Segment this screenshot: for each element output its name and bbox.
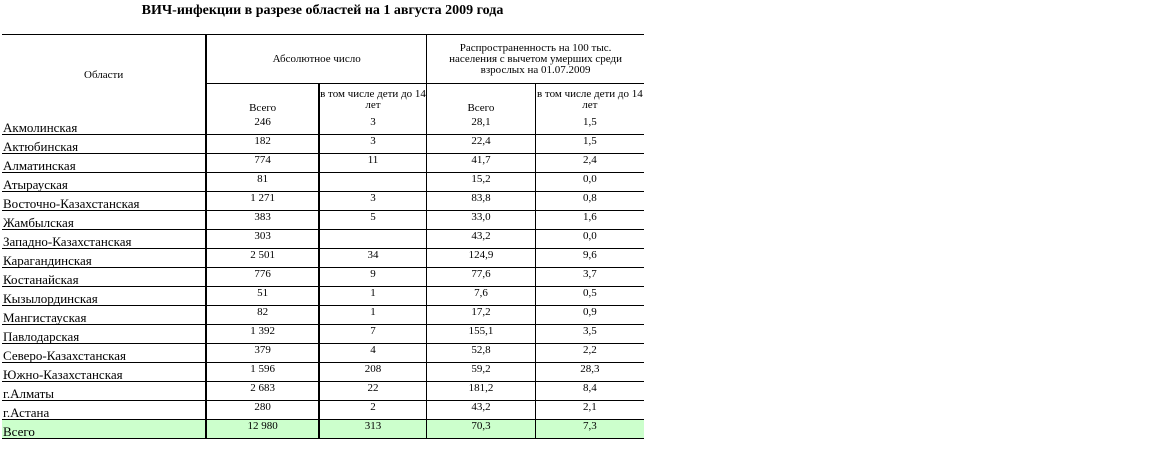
table-row	[2, 135, 644, 154]
region-cell: Южно-Казахстанская	[2, 363, 206, 382]
abs-total-cell: 280	[206, 401, 319, 420]
region-cell: г.Астана	[2, 401, 206, 420]
abs-total-cell: 12 980	[206, 420, 319, 439]
table-row	[2, 325, 644, 344]
prev-children-cell: 2,4	[535, 154, 644, 173]
region-cell: Северо-Казахстанская	[2, 344, 206, 363]
abs-total-cell: 379	[206, 344, 319, 363]
region-cell: Восточно-Казахстанская	[2, 192, 206, 211]
abs-total-cell: 1 392	[206, 325, 319, 344]
prev-total-cell: 77,6	[427, 268, 536, 287]
table-row	[2, 211, 644, 230]
prev-total-cell: 59,2	[427, 363, 536, 382]
abs-children-cell: 3	[319, 135, 427, 154]
table-row	[2, 382, 644, 401]
prev-total-cell: 17,2	[427, 306, 536, 325]
prev-total-cell: 124,9	[427, 249, 536, 268]
region-cell: Западно-Казахстанская	[2, 230, 206, 249]
abs-total-cell: 1 596	[206, 363, 319, 382]
abs-total-cell: 774	[206, 154, 319, 173]
abs-total-cell: 81	[206, 173, 319, 192]
abs-total-cell: 776	[206, 268, 319, 287]
abs-children-cell: 3	[319, 116, 427, 135]
prev-total-cell: 33,0	[427, 211, 536, 230]
region-cell: г.Алматы	[2, 382, 206, 401]
hiv-table	[2, 34, 644, 439]
region-cell: Кызылординская	[2, 287, 206, 306]
table-row	[2, 230, 644, 249]
abs-total-cell: 2 683	[206, 382, 319, 401]
total-row	[2, 420, 644, 439]
abs-children-cell: 7	[319, 325, 427, 344]
abs-total-cell: 51	[206, 287, 319, 306]
abs-children-cell: 313	[319, 420, 427, 439]
table-row	[2, 268, 644, 287]
region-cell: Павлодарская	[2, 325, 206, 344]
region-cell: Карагандинская	[2, 249, 206, 268]
abs-children-cell	[319, 230, 427, 249]
abs-total-cell: 303	[206, 230, 319, 249]
prev-children-cell: 0,5	[535, 287, 644, 306]
abs-children-cell: 208	[319, 363, 427, 382]
prev-children-cell: 0,0	[535, 230, 644, 249]
header-regions: Области	[2, 35, 206, 117]
prev-children-cell: 0,9	[535, 306, 644, 325]
prev-total-cell: 43,2	[427, 230, 536, 249]
abs-children-cell: 22	[319, 382, 427, 401]
prev-children-cell: 1,5	[535, 135, 644, 154]
table-row	[2, 154, 644, 173]
prev-children-cell: 9,6	[535, 249, 644, 268]
abs-total-cell: 82	[206, 306, 319, 325]
abs-children-cell: 34	[319, 249, 427, 268]
prev-total-cell: 70,3	[427, 420, 536, 439]
header-absolute: Абсолютное число	[206, 35, 426, 84]
prev-total-cell: 52,8	[427, 344, 536, 363]
prev-total-cell: 15,2	[427, 173, 536, 192]
prev-total-cell: 43,2	[427, 401, 536, 420]
header-row-1	[2, 35, 644, 84]
region-cell: Мангистауская	[2, 306, 206, 325]
table-row	[2, 173, 644, 192]
abs-children-cell: 4	[319, 344, 427, 363]
prev-children-cell: 3,7	[535, 268, 644, 287]
prev-total-cell: 181,2	[427, 382, 536, 401]
prev-total-cell: 22,4	[427, 135, 536, 154]
prev-total-cell: 28,1	[427, 116, 536, 135]
region-cell: Актюбинская	[2, 135, 206, 154]
abs-total-cell: 182	[206, 135, 319, 154]
abs-children-cell: 11	[319, 154, 427, 173]
abs-total-cell: 383	[206, 211, 319, 230]
prev-children-cell: 1,6	[535, 211, 644, 230]
page-title: ВИЧ-инфекции в разрезе областей на 1 августа 2009 года	[141, 3, 504, 18]
header-prev-total: Всего	[427, 84, 536, 117]
table-row	[2, 249, 644, 268]
prev-total-cell: 7,6	[427, 287, 536, 306]
table-row	[2, 192, 644, 211]
prev-children-cell: 2,1	[535, 401, 644, 420]
prev-children-cell: 28,3	[535, 363, 644, 382]
abs-total-cell: 2 501	[206, 249, 319, 268]
prev-total-cell: 155,1	[427, 325, 536, 344]
table-row	[2, 306, 644, 325]
prev-children-cell: 0,0	[535, 173, 644, 192]
table-row	[2, 363, 644, 382]
region-cell: Акмолинская	[2, 116, 206, 135]
prev-children-cell: 1,5	[535, 116, 644, 135]
abs-children-cell: 1	[319, 306, 427, 325]
prev-children-cell: 7,3	[535, 420, 644, 439]
abs-children-cell: 1	[319, 287, 427, 306]
table-row	[2, 401, 644, 420]
header-abs-total: Всего	[249, 102, 277, 114]
prev-total-cell: 41,7	[427, 154, 536, 173]
prev-children-cell: 2,2	[535, 344, 644, 363]
header-prev-children: в том числе дети до 14 лет	[535, 84, 644, 117]
header-prevalence: Распространенность на 100 тыс. населения с вычетом умерших среди взрослых на 01.07.2009	[427, 35, 644, 84]
table-row	[2, 287, 644, 306]
prev-children-cell: 0,8	[535, 192, 644, 211]
region-cell: Костанайская	[2, 268, 206, 287]
abs-total-cell: 1 271	[206, 192, 319, 211]
abs-children-cell: 5	[319, 211, 427, 230]
abs-children-cell	[319, 173, 427, 192]
region-cell: Всего	[2, 420, 206, 439]
abs-children-cell: 2	[319, 401, 427, 420]
table-row	[2, 116, 644, 135]
abs-children-cell: 3	[319, 192, 427, 211]
region-cell: Алматинская	[2, 154, 206, 173]
prev-children-cell: 3,5	[535, 325, 644, 344]
header-abs-children: в том числе дети до 14 лет	[319, 84, 427, 117]
abs-children-cell: 9	[319, 268, 427, 287]
region-cell: Атырауская	[2, 173, 206, 192]
prev-total-cell: 83,8	[427, 192, 536, 211]
table-row	[2, 344, 644, 363]
abs-total-cell: 246	[206, 116, 319, 135]
region-cell: Жамбылская	[2, 211, 206, 230]
prev-children-cell: 8,4	[535, 382, 644, 401]
